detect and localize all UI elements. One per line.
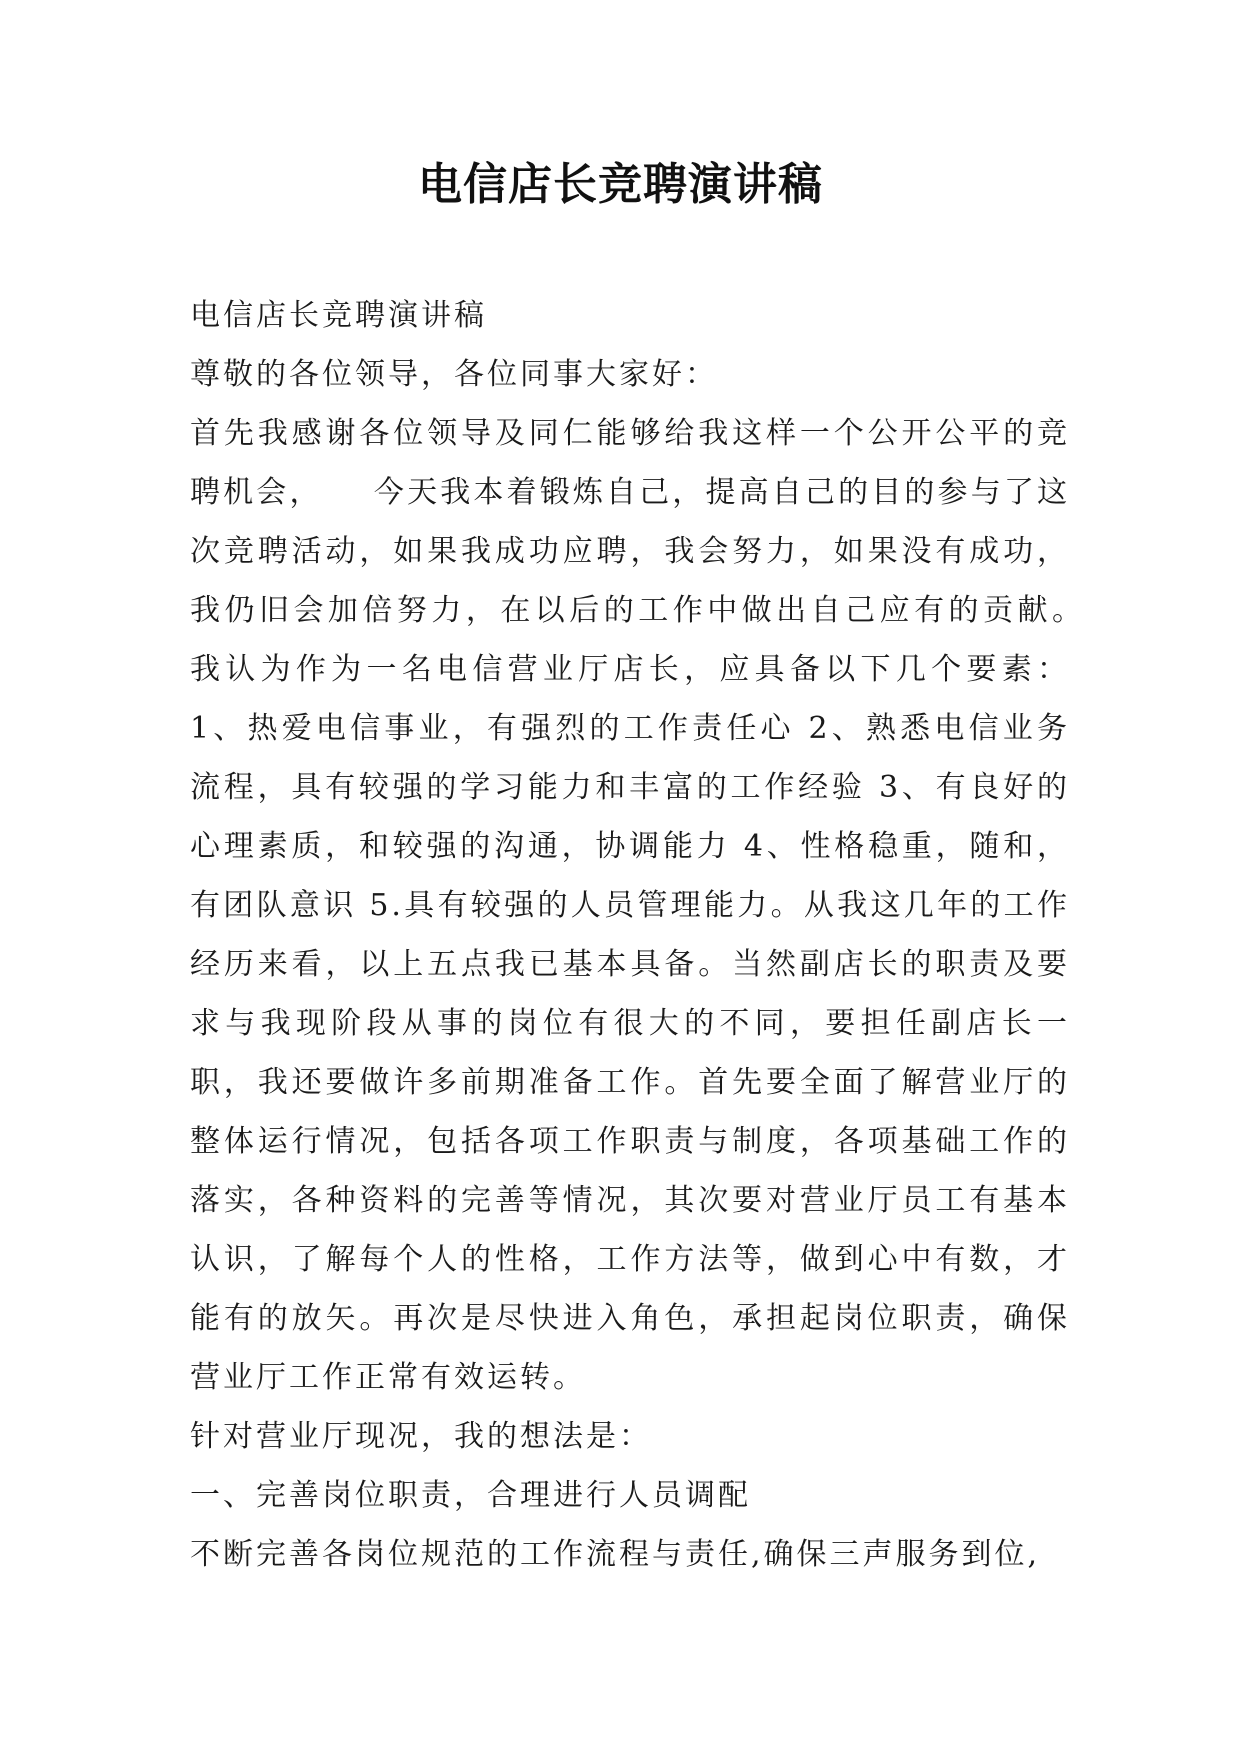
section-1-paragraph: 不断完善各岗位规范的工作流程与责任,确保三声服务到位, <box>190 1537 1041 1572</box>
main-paragraph: 首先我感谢各位领导及同仁能够给我这样一个公开公平的竞聘机会， 今天我本着锻炼自己，提高自己的目的参与了这次竞聘活动，如果我成功应聘，我会努力，如果没有成功，我仍旧会加倍努力，在以后的工作中做出自己应有的贡献。 我认为作为一名电信营业厅店长，应具备以下几个要素：1、热爱电信事业，有强烈的工作责任心 2、熟悉电信业务流程，具有较强的学习能力和丰富的工作经验 3、有良好的心理素质，和较强的沟通，协调能力 4、性格稳重，随和，有团队意识 5.具有较强的人员管理能力。从我这几年的工作经历来看，以上五点我已基本具备。当然副店长的职责及要求与我现阶段从事的岗位有很大的不同，要担任副店长一职，我还要做许多前期准备工作。首先要全面了解营业厅的整体运行情况，包括各项工作职责与制度，各项基础工作的落实，各种资料的完善等情况，其次要对营业厅员工有基本认识，了解每个人的性格，工作方法等，做到心中有数，才能有的放矢。再次是尽快进入角色，承担起岗位职责，确保营业厅工作正常有效运转。 <box>190 416 1136 1395</box>
document-body <box>190 286 1136 1584</box>
body-heading: 电信店长竞聘演讲稿 <box>190 298 487 333</box>
section-heading-1: 一、完善岗位职责，合理进行人员调配 <box>190 1478 751 1513</box>
greeting-line: 尊敬的各位领导，各位同事大家好： <box>190 357 718 392</box>
document-title: 电信店长竞聘演讲稿 <box>418 159 823 210</box>
intro-line: 针对营业厅现况，我的想法是： <box>190 1419 652 1454</box>
